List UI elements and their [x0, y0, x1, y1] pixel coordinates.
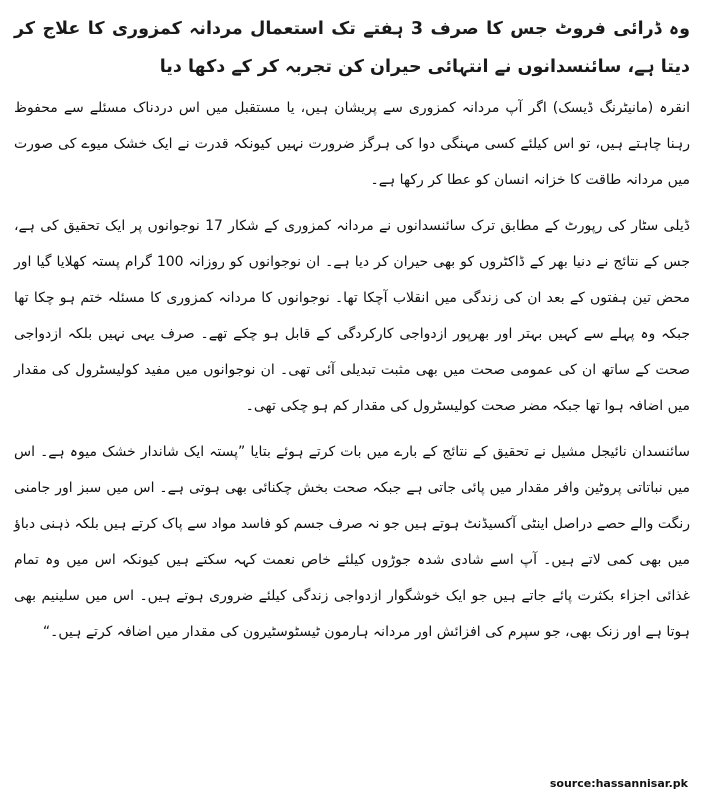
article-paragraph-quote: سائنسدان نائیجل مشیل نے تحقیق کے نتائج کے بارے میں بات کرتے ہوئے بتایا ”پستہ ایک شاندار خشک میوہ ہے۔ اس میں نباتاتی پروٹین وافر مقدار میں پائی جاتی ہے جبکہ صحت بخش چکنائی بھی ہوتی ہے۔ اس میں سبز اور جامنی رنگت والے حصے دراصل اینٹی آکسیڈنٹ ہوتے ہیں جو نہ صرف جسم کو فاسد مواد سے پاک کرتے ہیں بلکہ ذہنی دباؤ میں بھی کمی لاتے ہیں۔ آپ اسے شادی شدہ جوڑوں کیلئے خاص نعمت کہہ سکتے ہیں کیونکہ اس میں وہ تمام غذائی اجزاء بکثرت پائے جاتے ہیں جو ایک خوشگوار ازدواجی زندگی کیلئے ضروری ہوتے ہیں۔ اس میں سلینیم بھی ہوتا ہے اور زنک بھی، جو سپرم کی افزائش اور مردانہ ہارمون ٹیسٹوسٹیرون کی مقدار میں اضافہ کرتے ہیں۔“: [14, 444, 690, 640]
source-credit: source:hassannisar.pk: [549, 777, 688, 790]
article-headline: وہ ڈرائی فروٹ جس کا صرف 3 ہفتے تک استعمال مردانہ کمزوری کا علاج کر دیتا ہے، سائنسدانوں نے انتہائی حیران کن تجربہ کر کے دکھا دیا: [14, 19, 690, 77]
article-paragraph-intro: انقرہ (مانیٹرنگ ڈیسک) اگر آپ مردانہ کمزوری سے پریشان ہیں، یا مستقبل میں اس دردناک مسئلے سے محفوظ رہنا چاہتے ہیں، تو اس کیلئے کسی مہنگی دوا کی ہرگز ضرورت نہیں کیونکہ قدرت نے ایک خشک میوے کی صورت میں مردانہ طاقت کا خزانہ انسان کو عطا کر رکھا ہے۔: [14, 100, 690, 188]
article-paragraph-research: ڈیلی سٹار کی رپورٹ کے مطابق ترک سائنسدانوں نے مردانہ کمزوری کے شکار 17 نوجوانوں پر ایک تحقیق کی ہے، جس کے نتائج نے دنیا بھر کے ڈاکٹروں کو بھی حیران کر دیا ہے۔ ان نوجوانوں کو روزانہ 100 گرام پستہ کھلایا گیا اور محض تین ہفتوں کے بعد ان کی زندگی میں انقلاب آچکا تھا۔ نوجوانوں کا مردانہ کمزوری کا مسئلہ ختم ہو چکا تھا جبکہ وہ پہلے سے کہیں بہتر اور بھرپور ازدواجی کارکردگی کے قابل ہو چکے تھے۔ صرف یہی نہیں بلکہ ازدواجی صحت کے ساتھ ان کی عمومی صحت میں بھی مثبت تبدیلی آئی تھی۔ ان نوجوانوں میں مفید کولیسٹرول کی مقدار میں اضافہ ہوا تھا جبکہ مضر صحت کولیسٹرول کی مقدار کم ہو چکی تھی۔: [14, 218, 690, 414]
article-body: [14, 10, 690, 660]
